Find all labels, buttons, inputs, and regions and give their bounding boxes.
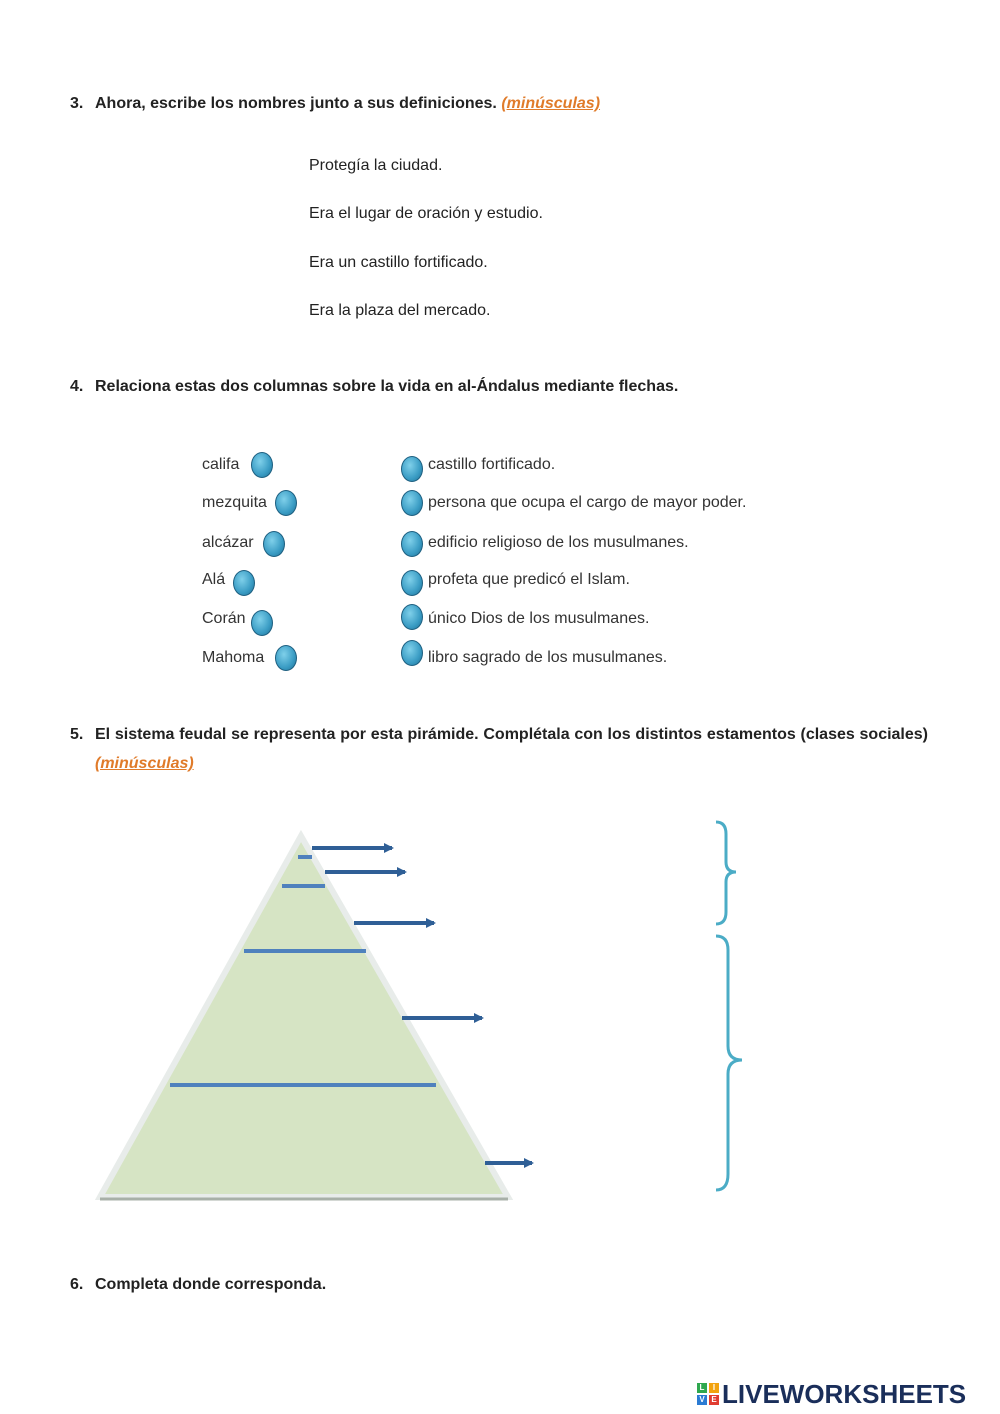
question-number: 3. [70,95,84,112]
right-definition-4: profeta que predicó el Islam. [428,571,630,588]
hint-text: (minúsculas) [501,95,601,112]
right-definition-2: persona que ocupa el cargo de mayor poder. [428,494,747,511]
left-term-mezquita: mezquita [202,494,267,511]
liveworksheets-logo [697,1374,966,1414]
left-term-alcazar: alcázar [202,534,254,551]
definition-1: Protegía la ciudad. [309,157,443,174]
definition-4: Era la plaza del mercado. [309,302,491,319]
right-definition-3: edificio religioso de los musulmanes. [428,534,689,551]
left-term-califa: califa [202,456,240,473]
question-number: 5. [70,726,84,743]
question-6-heading [70,1276,326,1294]
definition-3: Era un castillo fortificado. [309,254,488,271]
right-definition-6: libro sagrado de los musulmanes. [428,649,668,666]
question-text: Relaciona estas dos columnas sobre la vida en al-Ándalus mediante flechas. [95,378,679,395]
left-term-ala: Alá [202,571,226,588]
hint-text: (minúsculas) [95,755,194,772]
question-text: Completa donde corresponda. [95,1276,327,1293]
left-term-coran: Corán [202,610,246,627]
definition-2: Era el lugar de oración y estudio. [309,205,543,222]
logo-grid-icon: L I V E [697,1383,719,1405]
left-term-mahoma: Mahoma [202,649,265,666]
brace-privileged [716,822,736,924]
question-number: 6. [70,1276,84,1293]
right-definition-5: único Dios de los musulmanes. [428,610,650,627]
logo-text: LIVEWORKSHEETS [722,1378,967,1409]
question-text: El sistema feudal se representa por esta pirámide. Complétala con los distintos estamentos (clases sociales) [95,726,928,743]
question-text: Ahora, escribe los nombres junto a sus definiciones. [95,95,497,112]
question-number: 4. [70,378,84,395]
right-definition-1: castillo fortificado. [428,456,556,473]
brace-non-privileged [716,936,742,1190]
